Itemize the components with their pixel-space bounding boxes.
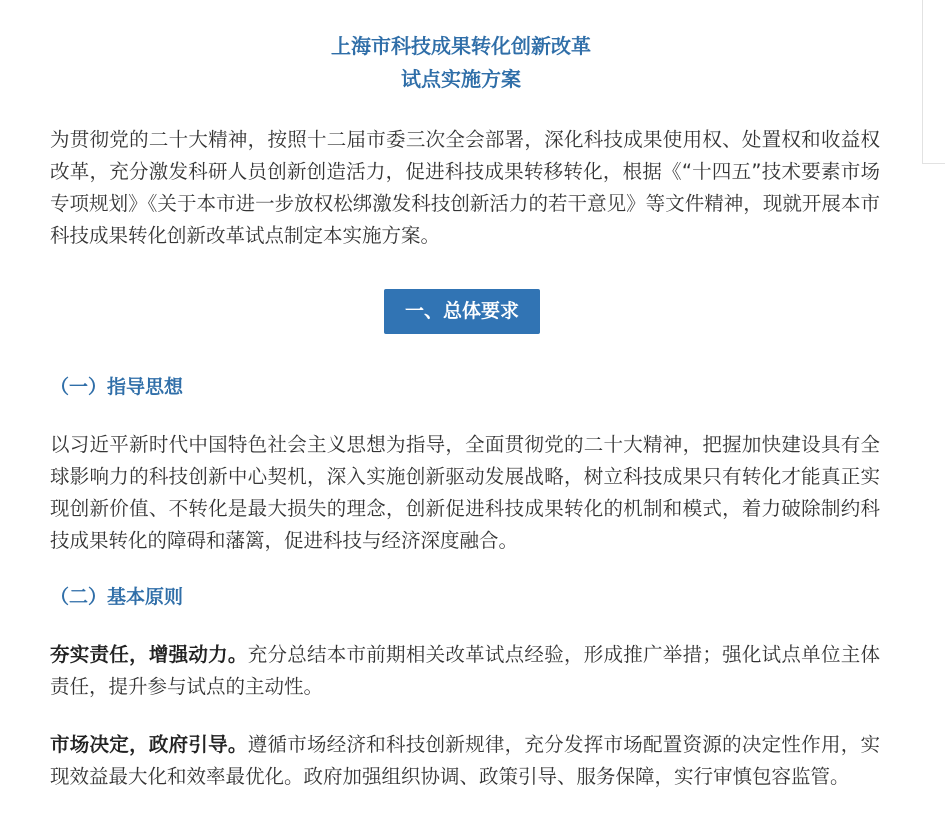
guiding-ideology-paragraph: 以习近平新时代中国特色社会主义思想为指导，全面贯彻党的二十大精神，把握加快建设具有全球影响力的科技创新中心契机，深入实施创新驱动发展战略，树立科技成果只有转化才能真正实现创新价值、不转化是最大损失的理念，创新促进科技成果转化的机制和模式，着力破除制约科技成果转化的障碍和藩篱，促进科技与经济深度融合。 bbox=[50, 433, 880, 552]
side-divider bbox=[922, 0, 923, 164]
subheading-guiding-ideology: （一）指导思想 bbox=[50, 376, 184, 398]
subheading-basic-principles: （二）基本原则 bbox=[50, 586, 184, 608]
intro-paragraph: 为贯彻党的二十大精神，按照十二届市委三次全会部署，深化科技成果使用权、处置权和收益权改革，充分激发科研人员创新创造活力，促进科技成果转移转化，根据《“十四五”技术要素市场专项规划》《关于本市进一步放权松绑激发科技创新活力的若干意见》等文件精神，现就开展本市科技成果转化创新改革试点制定本实施方案。 bbox=[50, 128, 880, 247]
principle-paragraph-responsibility bbox=[50, 639, 880, 703]
document-title-line1: 上海市科技成果转化创新改革 bbox=[331, 34, 591, 58]
principle-paragraph-market bbox=[50, 729, 880, 793]
section-heading-badge: 一、总体要求 bbox=[384, 289, 540, 334]
document-title-line2: 试点实施方案 bbox=[401, 67, 521, 91]
principle-lead-market: 市场决定，政府引导。 bbox=[50, 733, 248, 756]
principle-text-responsibility: 充分总结本市前期相关改革试点经验，形成推广举措；强化试点单位主体责任，提升参与试点的主动性。 bbox=[50, 643, 880, 698]
principle-lead-responsibility: 夯实责任，增强动力。 bbox=[50, 643, 248, 666]
side-divider-foot bbox=[922, 163, 945, 164]
principle-text-market: 遵循市场经济和科技创新规律，充分发挥市场配置资源的决定性作用，实现效益最大化和效率最优化。政府加强组织协调、政策引导、服务保障，实行审慎包容监管。 bbox=[50, 733, 880, 788]
